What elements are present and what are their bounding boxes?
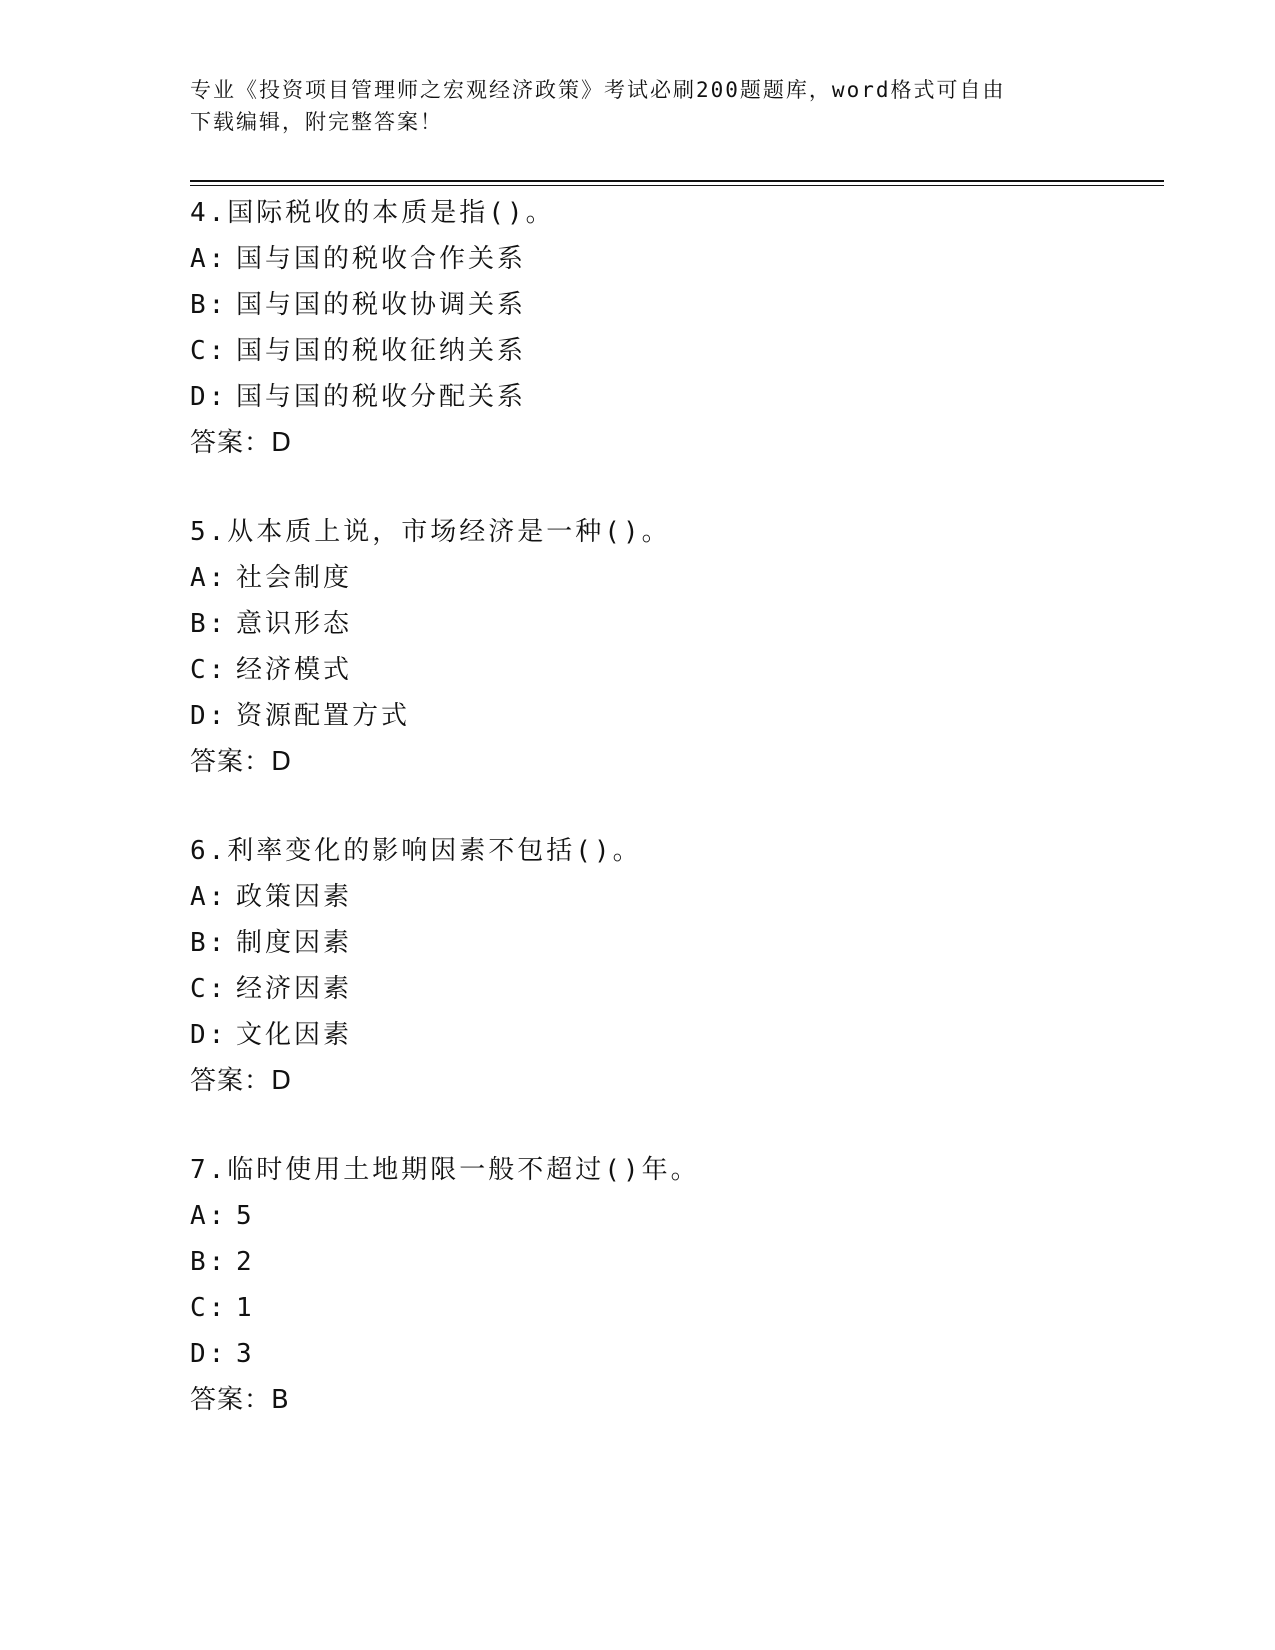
option-key: C:: [190, 655, 228, 685]
option-key: D:: [190, 701, 228, 731]
header-divider-thick: [190, 180, 1164, 182]
option-text: 国与国的税收合作关系: [236, 244, 527, 274]
header-line-1: 专业《投资项目管理师之宏观经济政策》考试必刷200题题库，word格式可自由: [190, 78, 1006, 102]
option-text: 经济模式: [236, 655, 353, 685]
option-text: 资源配置方式: [236, 701, 411, 731]
option-text: 文化因素: [236, 1020, 353, 1050]
option-c: [190, 1285, 1164, 1331]
header-divider-thin: [190, 185, 1164, 186]
option-text: 意识形态: [236, 609, 353, 639]
question-stem: 5.从本质上说，市场经济是一种()。: [190, 517, 671, 547]
question-stem: 4.国际税收的本质是指()。: [190, 198, 555, 228]
answer-line: 答案：D: [190, 747, 293, 777]
option-key: C:: [190, 336, 228, 366]
option-key: B:: [190, 1247, 228, 1277]
option-a: [190, 555, 1164, 601]
option-text: 国与国的税收分配关系: [236, 382, 527, 412]
option-text: 国与国的税收协调关系: [236, 290, 527, 320]
answer-line: 答案：B: [190, 1385, 290, 1415]
question-stem: 7.临时使用土地期限一般不超过()年。: [190, 1155, 700, 1185]
option-text: 政策因素: [236, 882, 353, 912]
option-key: D:: [190, 1339, 228, 1369]
option-text: 1: [236, 1293, 255, 1323]
question-stem: 6.利率变化的影响因素不包括()。: [190, 836, 642, 866]
option-d: [190, 374, 1164, 420]
question-block: [190, 828, 1164, 1104]
option-d: [190, 693, 1164, 739]
option-text: 2: [236, 1247, 255, 1277]
option-key: C:: [190, 974, 228, 1004]
option-key: A:: [190, 882, 228, 912]
question-block: [190, 1147, 1164, 1423]
option-key: D:: [190, 382, 228, 412]
option-text: 国与国的税收征纳关系: [236, 336, 527, 366]
option-key: B:: [190, 928, 228, 958]
option-key: A:: [190, 563, 228, 593]
option-b: [190, 282, 1164, 328]
option-key: D:: [190, 1020, 228, 1050]
option-d: [190, 1331, 1164, 1377]
option-a: [190, 1193, 1164, 1239]
answer-line: 答案：D: [190, 1066, 293, 1096]
option-text: 制度因素: [236, 928, 353, 958]
option-c: [190, 966, 1164, 1012]
option-b: [190, 601, 1164, 647]
answer-line: 答案：D: [190, 428, 293, 458]
option-key: B:: [190, 609, 228, 639]
option-key: A:: [190, 1201, 228, 1231]
option-b: [190, 920, 1164, 966]
option-c: [190, 647, 1164, 693]
option-text: 3: [236, 1339, 255, 1369]
option-key: C:: [190, 1293, 228, 1323]
option-b: [190, 1239, 1164, 1285]
option-d: [190, 1012, 1164, 1058]
header-line-2: 下载编辑，附完整答案！: [190, 110, 443, 134]
question-block: [190, 190, 1164, 466]
option-text: 经济因素: [236, 974, 353, 1004]
option-key: A:: [190, 244, 228, 274]
option-text: 5: [236, 1201, 255, 1231]
option-text: 社会制度: [236, 563, 353, 593]
option-c: [190, 328, 1164, 374]
question-block: [190, 509, 1164, 785]
option-a: [190, 874, 1164, 920]
question-list: [190, 190, 1164, 1466]
option-a: [190, 236, 1164, 282]
document-header: [190, 74, 1090, 138]
option-key: B:: [190, 290, 228, 320]
